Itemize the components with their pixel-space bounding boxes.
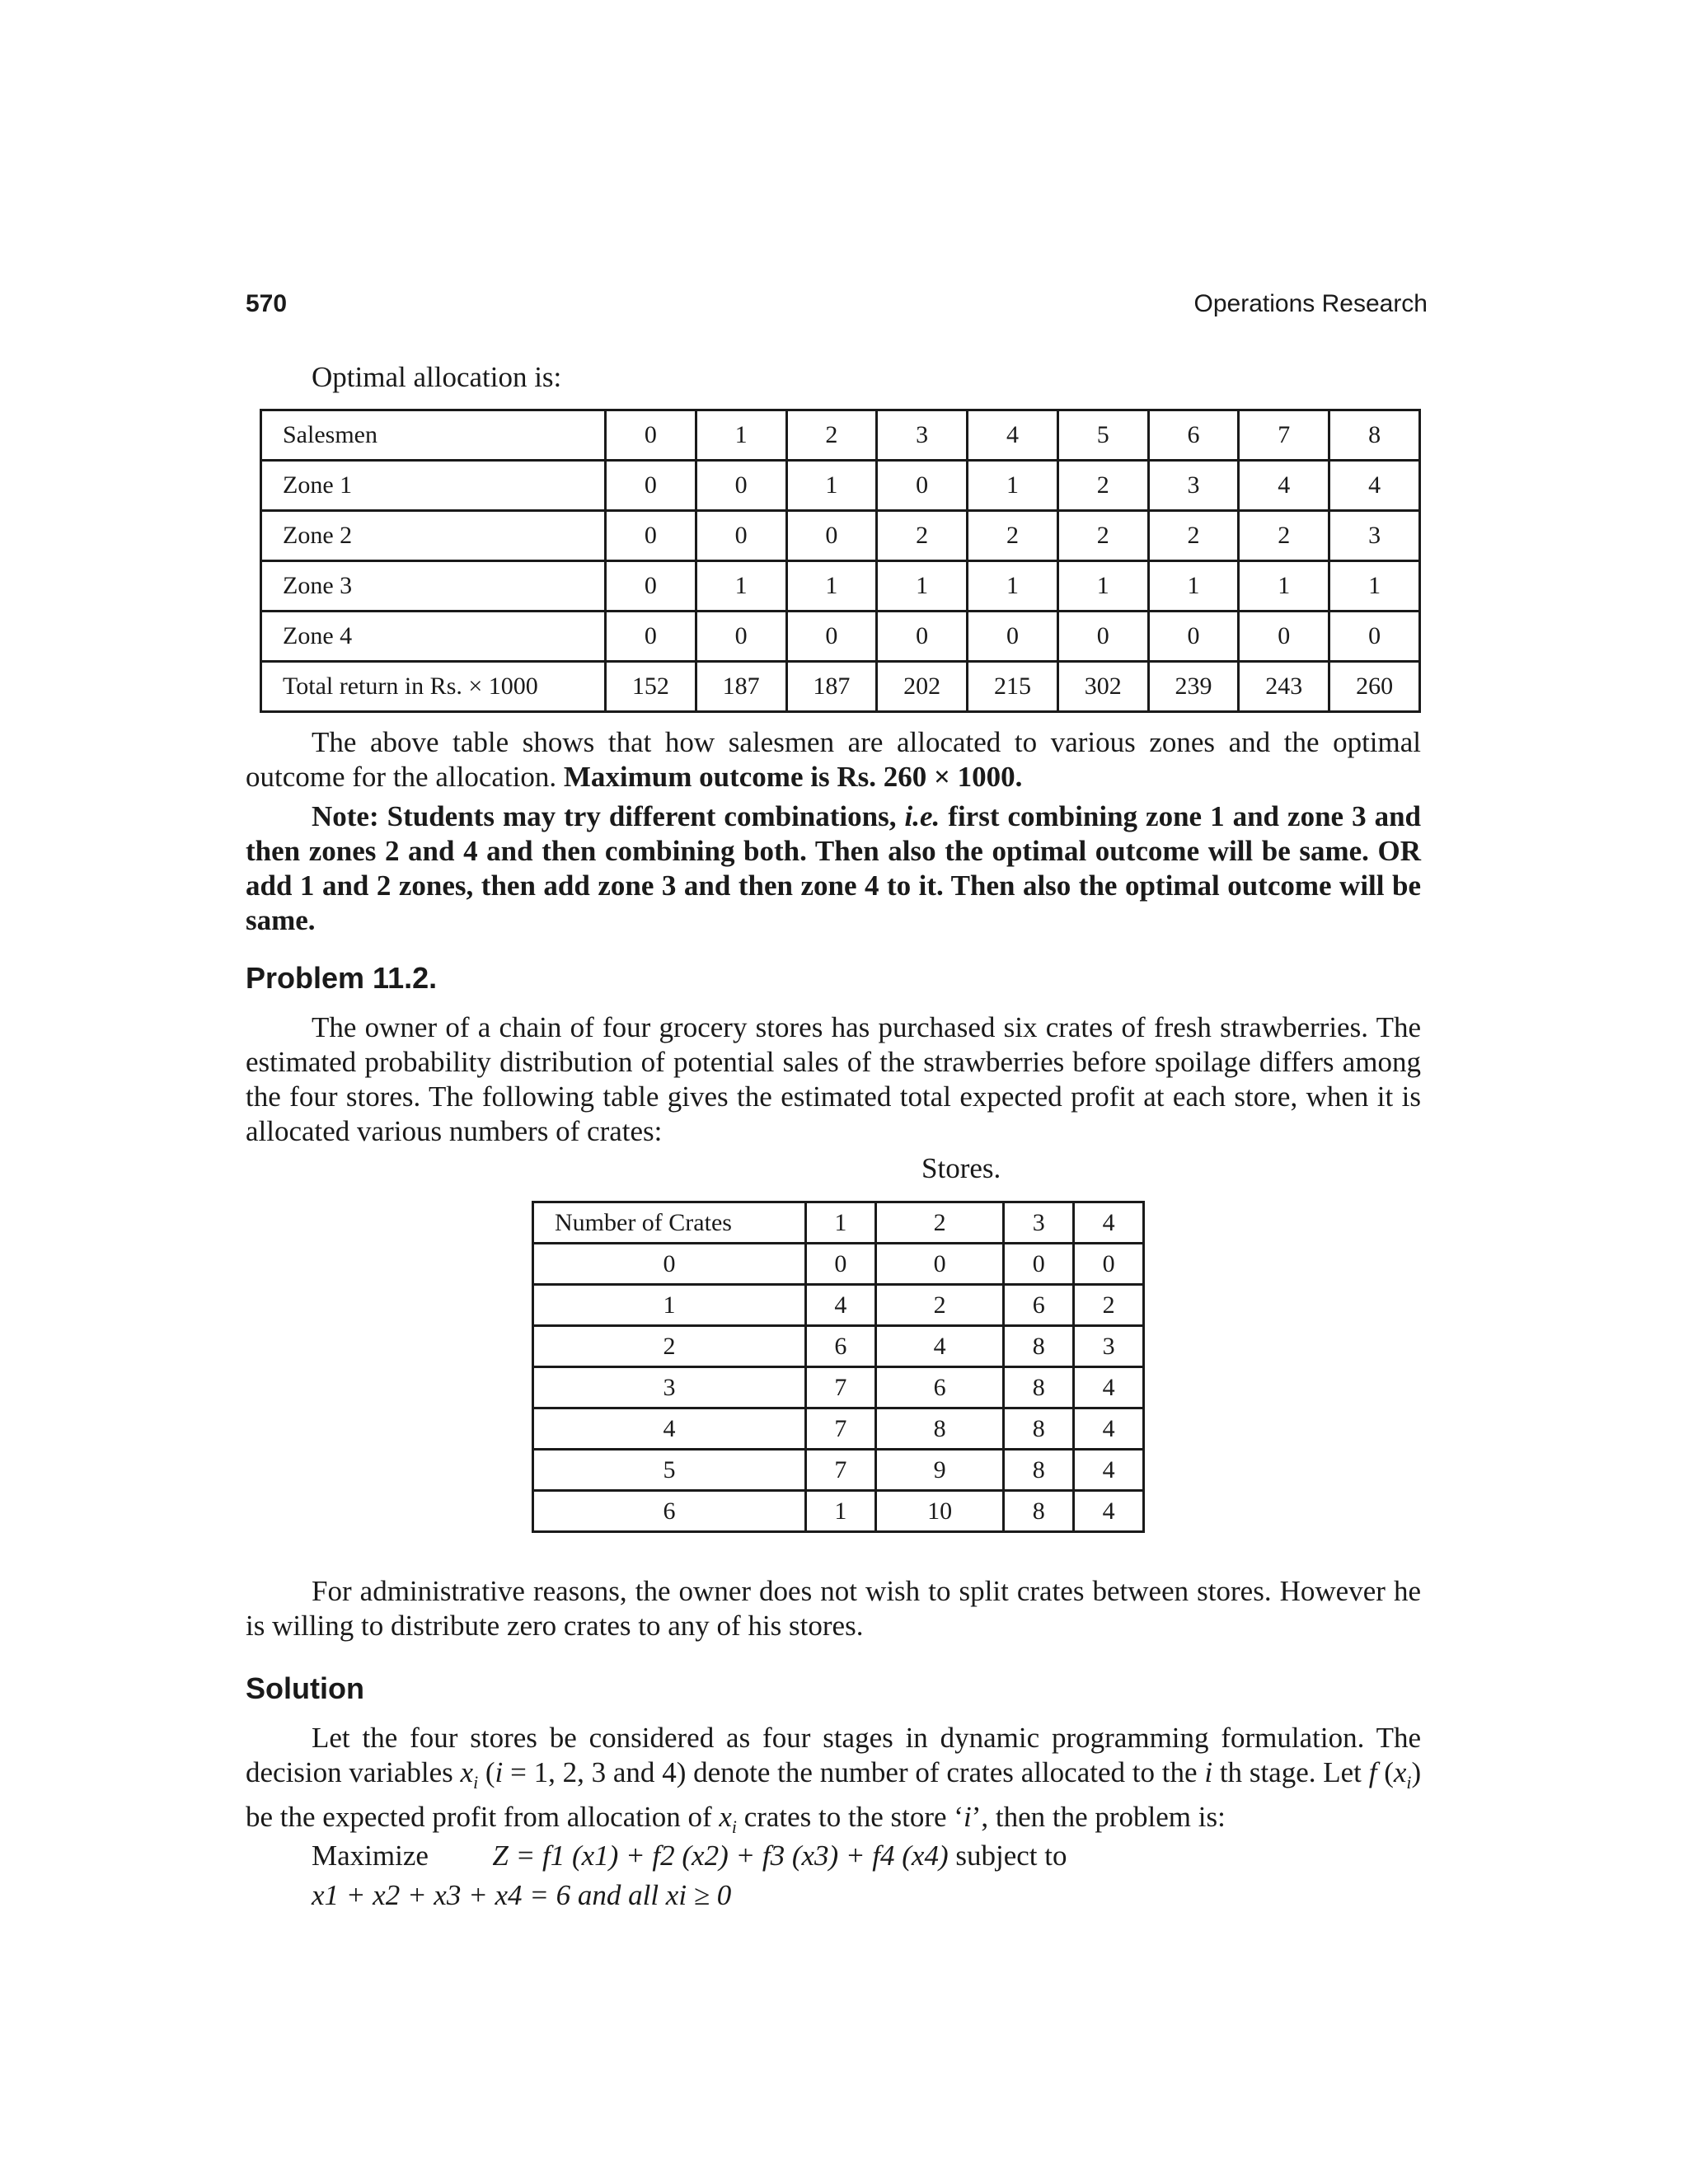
note-paragraph: [246, 799, 1421, 938]
allocation-cell: 302: [1057, 662, 1148, 712]
allocation-cell: 1: [968, 461, 1058, 511]
crate-row: [533, 1244, 1144, 1285]
crate-cell: 1: [806, 1202, 876, 1244]
allocation-cell: 0: [1239, 612, 1329, 662]
allocation-cell: 187: [786, 662, 877, 712]
solution-text-3: = 1, 2, 3 and 4) denote the number of crates allocated to the: [510, 1756, 1198, 1788]
crate-cell: 3: [1004, 1202, 1074, 1244]
allocation-cell: 239: [1148, 662, 1239, 712]
crate-cell: 3: [1074, 1326, 1144, 1367]
crate-cell: 6: [1004, 1285, 1074, 1326]
allocation-cell: 1: [1148, 561, 1239, 612]
var-x3: x: [719, 1801, 732, 1833]
allocation-cell: 1: [1329, 561, 1420, 612]
crate-cell-label: 4: [533, 1408, 806, 1450]
maximum-outcome: Maximum outcome is Rs. 260 × 1000.: [563, 761, 1023, 793]
crate-cell: 4: [875, 1326, 1004, 1367]
crate-row: [533, 1326, 1144, 1367]
crate-cell: 6: [875, 1367, 1004, 1408]
crate-row: [533, 1285, 1144, 1326]
allocation-row: [261, 561, 1420, 612]
allocation-cell: 260: [1329, 662, 1420, 712]
allocation-row: [261, 612, 1420, 662]
solution-title: Solution: [246, 1671, 364, 1705]
allocation-cell-label: Total return in Rs. × 1000: [261, 662, 606, 712]
crate-cell: 4: [1074, 1367, 1144, 1408]
note-part2: first combining zone 1 and zone 3 and then zones 2 and 4 and then combining both. Then also the optimal outcome will be same. OR add 1 and 2 zones, then add zone 3 and then zone 4 to it. Then also the optimal outcome will be same.: [246, 800, 1422, 936]
crate-cell-label: 3: [533, 1367, 806, 1408]
crate-row-header: [533, 1202, 1144, 1244]
allocation-cell: 152: [606, 662, 696, 712]
crate-cell: 2: [1074, 1285, 1144, 1326]
allocation-cell: 202: [877, 662, 968, 712]
crate-cell: 4: [1074, 1491, 1144, 1532]
var-i: i: [495, 1756, 504, 1788]
allocation-cell: 2: [1057, 511, 1148, 561]
objective-function: Z = f1 (x1) + f2 (x2) + f3 (x3) + f4 (x4): [492, 1840, 949, 1872]
running-head: Operations Research: [1193, 290, 1428, 317]
note-part1: Note: Students may try different combinations,: [312, 800, 897, 832]
allocation-cell: 1: [696, 561, 786, 612]
allocation-cell: 243: [1239, 662, 1329, 712]
crate-cell: 10: [875, 1491, 1004, 1532]
constraint-line: [312, 1879, 731, 1912]
allocation-cell: 0: [606, 561, 696, 612]
allocation-cell: 187: [696, 662, 786, 712]
allocation-cell: 1: [786, 461, 877, 511]
objective-line: [312, 1840, 1067, 1872]
crate-cell-label: Number of Crates: [533, 1202, 806, 1244]
allocation-cell: 0: [606, 511, 696, 561]
summary-text: The above table shows that how salesmen are allocated to various zones and the optimal outcome for the allocation.: [246, 726, 1421, 793]
solution-paragraph: Let the four stores be considered as four stages in dynamic programming formulation. The decision variables $x_i$ (i = 1, 2, 3 and 4) denote the number of crates allocated to the i th stage. Let f $(x_i)$ be the expected profit from allocation of $x_i$ crates to the store ‘i’, then the problem is:: [246, 1722, 1422, 1837]
allocation-cell: 0: [606, 612, 696, 662]
allocation-cell: 0: [1148, 612, 1239, 662]
allocation-cell: 1: [1239, 561, 1329, 612]
allocation-cell: 0: [1329, 612, 1420, 662]
crate-cell: 8: [875, 1408, 1004, 1450]
crate-cell: 7: [806, 1367, 876, 1408]
crate-cell: 9: [875, 1450, 1004, 1491]
allocation-cell: 2: [786, 410, 877, 461]
solution-text-4: th stage. Let: [1219, 1756, 1362, 1788]
crate-cell: 8: [1004, 1367, 1074, 1408]
crate-cell: 2: [875, 1285, 1004, 1326]
allocation-cell: 0: [696, 511, 786, 561]
crate-cell: 0: [1004, 1244, 1074, 1285]
crate-cell: 8: [1004, 1326, 1074, 1367]
allocation-cell: 1: [696, 410, 786, 461]
allocation-cell: 2: [968, 511, 1058, 561]
allocation-cell: 6: [1148, 410, 1239, 461]
crate-cell: 4: [1074, 1408, 1144, 1450]
crate-cell: 4: [1074, 1450, 1144, 1491]
allocation-cell-label: Zone 3: [261, 561, 606, 612]
allocation-cell: 4: [1239, 461, 1329, 511]
allocation-cell: 0: [606, 461, 696, 511]
crate-row: [533, 1450, 1144, 1491]
crate-cell: 6: [806, 1326, 876, 1367]
crate-cell-label: 6: [533, 1491, 806, 1532]
allocation-cell: 0: [606, 410, 696, 461]
var-i-stage: i: [1204, 1756, 1213, 1788]
allocation-row: [261, 461, 1420, 511]
allocation-cell: 4: [968, 410, 1058, 461]
var-x2: x: [1393, 1756, 1407, 1788]
var-f: f: [1368, 1756, 1377, 1788]
crate-cell: 7: [806, 1450, 876, 1491]
allocation-cell: 215: [968, 662, 1058, 712]
page-number: 570: [246, 290, 288, 317]
crate-cell-label: 5: [533, 1450, 806, 1491]
allocation-cell: 5: [1057, 410, 1148, 461]
crate-cell: 4: [1074, 1202, 1144, 1244]
crate-cell: 4: [806, 1285, 876, 1326]
crate-cell: 7: [806, 1408, 876, 1450]
crate-cell: 0: [1074, 1244, 1144, 1285]
allocation-cell: 0: [786, 511, 877, 561]
solution-text-5: be the expected profit from allocation of: [246, 1801, 712, 1833]
allocation-cell: 0: [877, 612, 968, 662]
allocation-cell: 3: [1329, 511, 1420, 561]
allocation-cell: 8: [1329, 410, 1420, 461]
crate-row: [533, 1491, 1144, 1532]
allocation-cell: 2: [1148, 511, 1239, 561]
allocation-cell: 0: [877, 461, 968, 511]
crate-cell-label: 2: [533, 1326, 806, 1367]
allocation-table: [260, 409, 1421, 713]
sub-i3: i: [731, 1817, 737, 1837]
crate-row: [533, 1408, 1144, 1450]
stores-caption: Stores.: [921, 1152, 1001, 1184]
allocation-cell: 3: [877, 410, 968, 461]
var-i-store: i: [963, 1801, 972, 1833]
allocation-cell: 2: [877, 511, 968, 561]
allocation-cell: 1: [877, 561, 968, 612]
sub-i: i: [473, 1773, 479, 1793]
solution-text-2: (: [485, 1756, 495, 1788]
subject-to: subject to: [955, 1840, 1067, 1872]
allocation-cell: 1: [1057, 561, 1148, 612]
solution-text-1: Let the four stores be considered as four stages in dynamic programming formulation. The decision variables: [246, 1722, 1421, 1788]
crate-cell: 8: [1004, 1450, 1074, 1491]
allocation-cell: 0: [968, 612, 1058, 662]
solution-text-6: crates to the store ‘: [743, 1801, 964, 1833]
allocation-row: [261, 511, 1420, 561]
constraint: x1 + x2 + x3 + x4 = 6 and all xi ≥ 0: [312, 1879, 732, 1911]
sub-i2: i: [1406, 1773, 1412, 1793]
maximize-label: Maximize: [312, 1840, 429, 1872]
note-ie: i.e.: [904, 800, 940, 832]
allocation-cell: 7: [1239, 410, 1329, 461]
allocation-cell: 4: [1329, 461, 1420, 511]
allocation-cell-label: Zone 4: [261, 612, 606, 662]
crate-cell: 8: [1004, 1408, 1074, 1450]
crate-cell: 0: [875, 1244, 1004, 1285]
administrative-paragraph: For administrative reasons, the owner does not wish to split crates between stores. However he is willing to distribute zero crates to any of his stores.: [246, 1575, 1421, 1642]
allocation-row: [261, 662, 1420, 712]
crate-cell-label: 0: [533, 1244, 806, 1285]
crate-profit-table: [532, 1201, 1145, 1533]
allocation-row-header: [261, 410, 1420, 461]
allocation-cell: 0: [786, 612, 877, 662]
intro-text: Optimal allocation is:: [312, 361, 562, 393]
allocation-cell: 1: [968, 561, 1058, 612]
allocation-cell: 3: [1148, 461, 1239, 511]
crate-cell: 0: [806, 1244, 876, 1285]
solution-text-7: ’, then the problem is:: [971, 1801, 1226, 1833]
allocation-cell: 2: [1057, 461, 1148, 511]
problem-statement: The owner of a chain of four grocery stores has purchased six crates of fresh strawberries. The estimated probability distribution of potential sales of the strawberries before spoilage differs among the four stores. The following table gives the estimated total expected profit at each store, when it is allocated various numbers of crates:: [246, 1011, 1421, 1147]
paragraph-allocation-summary: [246, 725, 1421, 794]
allocation-cell-label: Zone 1: [261, 461, 606, 511]
crate-cell: 1: [806, 1491, 876, 1532]
allocation-cell: 0: [1057, 612, 1148, 662]
allocation-cell: 1: [786, 561, 877, 612]
crate-cell: 2: [875, 1202, 1004, 1244]
allocation-cell-label: Salesmen: [261, 410, 606, 461]
crate-row: [533, 1367, 1144, 1408]
allocation-cell-label: Zone 2: [261, 511, 606, 561]
crate-cell: 8: [1004, 1491, 1074, 1532]
allocation-cell: 0: [696, 461, 786, 511]
var-x: x: [460, 1756, 474, 1788]
crate-cell-label: 1: [533, 1285, 806, 1326]
allocation-cell: 0: [696, 612, 786, 662]
allocation-cell: 2: [1239, 511, 1329, 561]
problem-title: Problem 11.2.: [246, 961, 438, 995]
